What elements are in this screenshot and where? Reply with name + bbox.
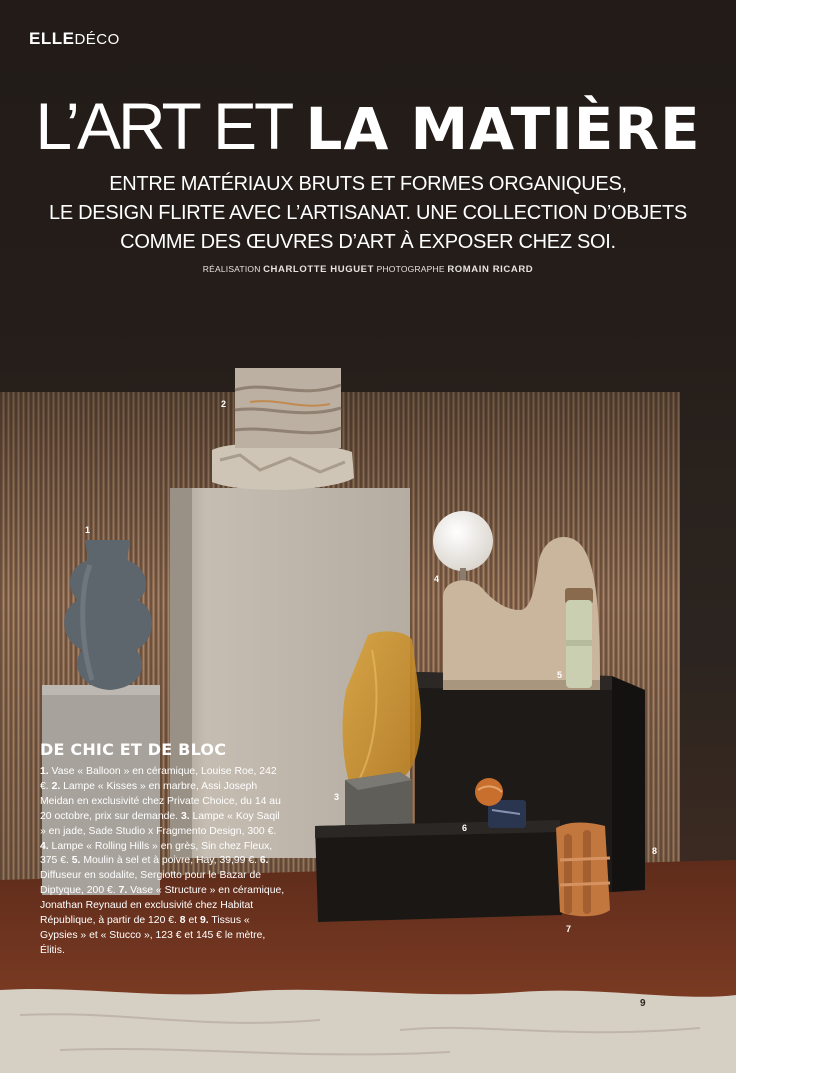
item-number: 5 [557,670,563,680]
caption-body [40,765,285,959]
caption-item-text: Tissus « Gypsies » et « Stucco », 123 € et 145 € le mètre, Élitis. [40,915,266,956]
item-number: 7 [566,924,572,934]
page-title [0,86,736,169]
caption-item-text: Vase « Balloon » en céramique, Louise Roe, 242 €. [40,766,277,792]
caption-item-number: 8 [179,915,186,927]
credits [0,264,736,275]
page-margin [736,0,828,1073]
subtitle-line: COMME DES ŒUVRES D’ART À EXPOSER CHEZ SOI. [120,231,616,253]
caption-item-number: 6. [259,855,269,867]
caption-item-text: et [185,915,201,927]
credit-label: PHOTOGRAPHE [374,264,448,274]
caption-item-number: 2. [51,780,61,792]
caption-item-number: 7. [118,885,128,897]
structure-vase [556,823,610,917]
brand-logo [29,29,120,49]
subtitle-line: ENTRE MATÉRIAUX BRUTS ET FORMES ORGANIQUES, [109,173,627,195]
caption-item-number: 3. [180,810,190,822]
caption-title: DE CHIC ET DE BLOC [40,740,227,759]
item-number: 6 [462,823,468,833]
subtitle-line: LE DESIGN FLIRTE AVEC L’ARTISANAT. UNE COLLECTION D’OBJETS [49,202,687,224]
credit-name: CHARLOTTE HUGUET [263,264,375,275]
item-number: 1 [85,525,91,535]
product-caption [40,740,285,959]
credit-label: RÉALISATION [202,264,264,274]
item-number: 3 [334,792,340,802]
caption-item-text: Lampe « Kisses » en marbre, Assi Joseph Meidan en exclusivité chez Private Choice, du 14 au 20 octobre, prix sur demande. [40,780,281,822]
item-number: 2 [221,399,227,409]
caption-item-number: 4. [40,840,49,852]
caption-item-text: Moulin à sel et à poivre, Hay, 39,99 €. [80,855,260,867]
caption-item-text: Diffuseur en sodalite, Sergiotto pour le Bazar de Diptyque, 200 €. [40,870,262,897]
caption-item-text: Vase « Structure » en céramique, Jonathan Reynaud en exclusivité chez Habitat République, à partir de 120 €. [40,885,285,927]
caption-item-number: 1. [40,766,49,777]
caption-item-text: Lampe « Koy Saqil » en jade, Sade Studio x Fragmento Design, 300 €. [40,810,280,837]
black-block-low [315,820,562,922]
item-number: 4 [434,574,440,584]
brand-elle: ELLE [29,29,75,48]
subtitle [0,170,736,257]
page-number: 9 [640,998,646,1009]
pepper-mill [565,588,593,688]
caption-item-number: 9. [200,915,209,927]
caption-item-text: Lampe « Rolling Hills » en grès, Sin chez Fleux, 375 €. [40,840,273,867]
title-bold: LA MATIÈRE [305,95,701,163]
caption-item-number: 5. [71,855,81,867]
linen-fabric [0,989,736,1073]
item-number: 8 [652,846,658,856]
title-light: L’ART ET [35,89,306,163]
credit-name: ROMAIN RICARD [447,264,534,275]
brand-deco: DÉCO [74,31,120,48]
